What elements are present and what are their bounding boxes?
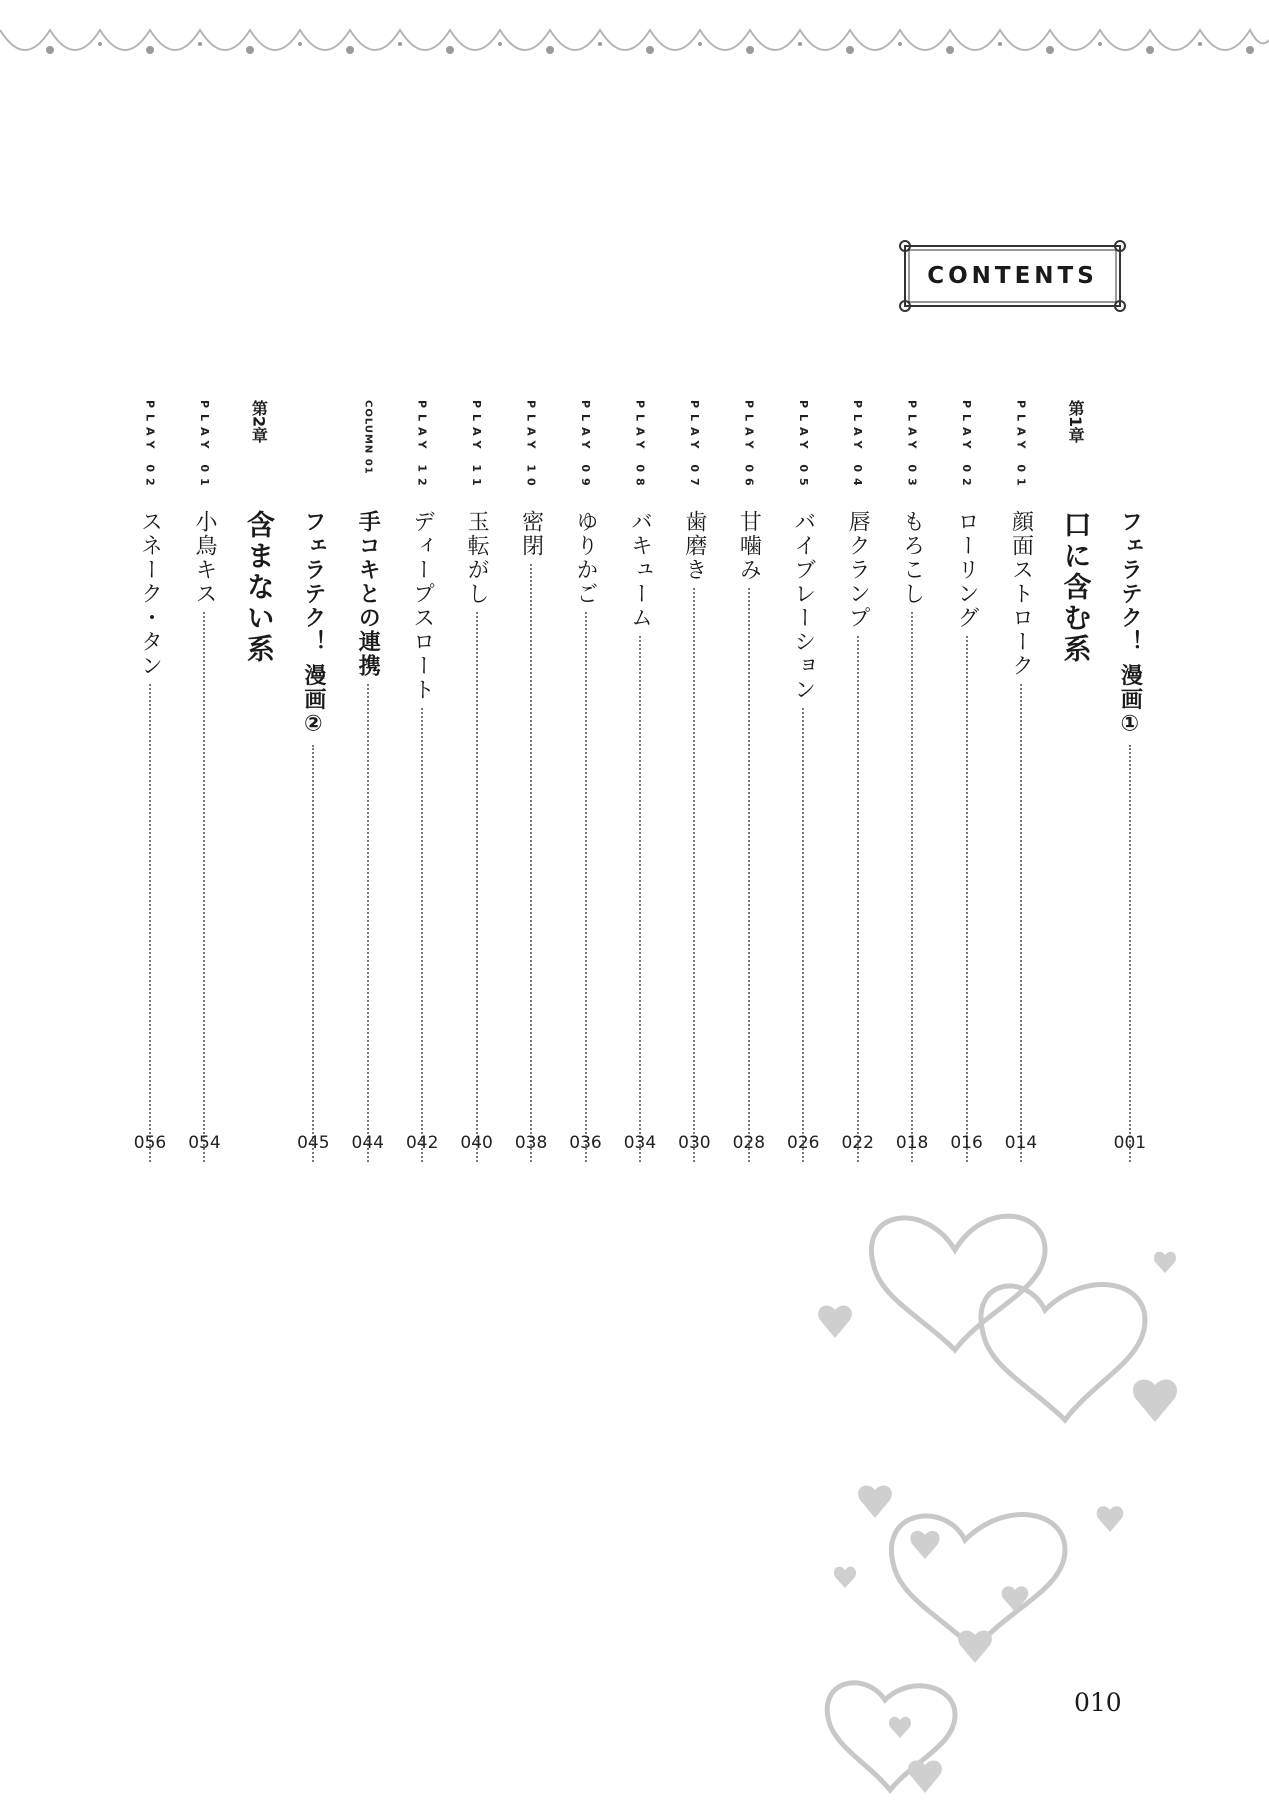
toc-entry-code: PLAY 08 — [633, 400, 647, 492]
chapter-title: 含まない系 — [242, 510, 276, 665]
toc-entry-title: バキューム — [627, 510, 653, 630]
toc-entry-code: PLAY 05 — [796, 400, 810, 492]
toc-entry-page: 028 — [732, 1133, 766, 1153]
toc-entry — [1001, 400, 1041, 1170]
toc-entry-title: ディープスロート — [409, 510, 435, 702]
page-number: 010 — [1074, 1688, 1122, 1717]
toc-entry-page: 022 — [841, 1133, 874, 1153]
toc-chapter-heading — [239, 400, 279, 1170]
dotted-leader — [857, 636, 859, 1162]
toc-entry-title: 玉転がし — [464, 510, 490, 606]
toc-entry-page: 044 — [351, 1133, 384, 1153]
toc-entry-page: 040 — [460, 1133, 493, 1153]
toc-chapter-heading — [1055, 400, 1095, 1170]
toc-entry — [838, 400, 878, 1170]
toc-entry-page: 045 — [297, 1133, 330, 1153]
toc-entry — [783, 400, 823, 1170]
toc-entry-code: PLAY 07 — [687, 400, 701, 492]
dotted-leader — [312, 745, 314, 1162]
toc-entry-code: PLAY 01 — [197, 400, 211, 492]
dotted-leader — [203, 612, 205, 1162]
dotted-leader — [966, 636, 968, 1162]
dotted-leader — [367, 684, 369, 1162]
toc-entry-title: 唇クランプ — [845, 510, 871, 630]
toc-entry — [620, 400, 660, 1170]
contents-heading: CONTENTS — [927, 263, 1098, 289]
dotted-leader — [1129, 745, 1131, 1162]
toc-entry-code: PLAY 02 — [143, 400, 157, 492]
toc-entry — [892, 400, 932, 1170]
toc-entry-page: 014 — [1004, 1133, 1038, 1153]
toc-entry-page: 018 — [895, 1133, 929, 1153]
table-of-contents — [130, 400, 1150, 1170]
dotted-leader — [1020, 684, 1022, 1162]
toc-entry-code: PLAY 06 — [742, 400, 756, 492]
toc-entry-title: 顔面ストローク — [1008, 510, 1034, 678]
toc-entry-title: 手コキとの連携 — [355, 510, 381, 678]
chapter-number: 第1章 — [1065, 400, 1085, 444]
toc-entry-code: PLAY 04 — [851, 400, 865, 492]
toc-entry — [511, 400, 551, 1170]
toc-entry-page: 030 — [678, 1133, 711, 1153]
toc-entry-title: フェラテク！ 漫画① — [1117, 510, 1143, 739]
toc-entry — [566, 400, 606, 1170]
toc-entry — [184, 400, 224, 1170]
toc-entry-code: PLAY 10 — [524, 400, 538, 492]
toc-entry-title: 小鳥キス — [191, 510, 217, 606]
dotted-leader — [639, 636, 641, 1162]
toc-entry — [348, 400, 388, 1170]
toc-entry — [130, 400, 170, 1170]
dotted-leader — [476, 612, 478, 1162]
dotted-leader — [421, 708, 423, 1162]
toc-entry-page: 001 — [1113, 1133, 1147, 1153]
toc-entry-title: スネーク・タン — [137, 510, 163, 678]
toc-entry — [729, 400, 769, 1170]
toc-entry — [457, 400, 497, 1170]
toc-entry-page: 056 — [133, 1133, 167, 1153]
dotted-leader — [585, 612, 587, 1162]
toc-entry-title: ゆりかご — [573, 510, 598, 606]
toc-entry — [1110, 400, 1150, 1170]
toc-entry-page: 034 — [623, 1133, 657, 1153]
dotted-leader — [911, 612, 913, 1162]
contents-heading-frame — [895, 240, 1130, 312]
toc-entry-page: 054 — [188, 1133, 221, 1153]
toc-entry-code: PLAY 12 — [415, 400, 429, 492]
toc-entry-title: 歯磨き — [681, 510, 707, 582]
toc-entry-title: フェラテク！ 漫画② — [300, 510, 326, 739]
toc-entry — [293, 400, 333, 1170]
toc-entry-code: COLUMN 01 — [362, 400, 374, 475]
toc-entry-title: 甘噛み — [736, 510, 762, 582]
toc-entry — [402, 400, 442, 1170]
dotted-leader — [802, 708, 804, 1162]
chapter-title: 口に含む系 — [1059, 510, 1093, 665]
dotted-leader — [530, 564, 532, 1162]
hearts-decoration-icon — [815, 1190, 1195, 1800]
toc-entry-page: 042 — [405, 1133, 439, 1153]
toc-entry-title: もろこし — [899, 510, 925, 606]
toc-entry-page: 038 — [514, 1133, 548, 1153]
toc-entry-title: ローリング — [954, 510, 980, 630]
toc-entry-code: PLAY 03 — [905, 400, 919, 492]
toc-entry-title: 密閉 — [518, 510, 544, 558]
dotted-leader — [693, 588, 695, 1162]
toc-entry-code: PLAY 09 — [579, 400, 592, 492]
dotted-leader — [748, 588, 750, 1162]
toc-entry-page: 016 — [950, 1133, 983, 1153]
toc-entry-code: PLAY 11 — [470, 400, 484, 492]
toc-entry-code: PLAY 01 — [1014, 400, 1028, 492]
chapter-number: 第2章 — [249, 400, 269, 444]
toc-entry-page: 036 — [569, 1133, 602, 1153]
toc-entry — [947, 400, 987, 1170]
dotted-leader — [149, 684, 151, 1162]
toc-entry — [674, 400, 714, 1170]
toc-entry-title: バイブレーション — [790, 510, 816, 702]
decorative-lace-border — [0, 0, 1269, 80]
toc-entry-code: PLAY 02 — [960, 400, 974, 492]
toc-entry-page: 026 — [787, 1133, 820, 1153]
